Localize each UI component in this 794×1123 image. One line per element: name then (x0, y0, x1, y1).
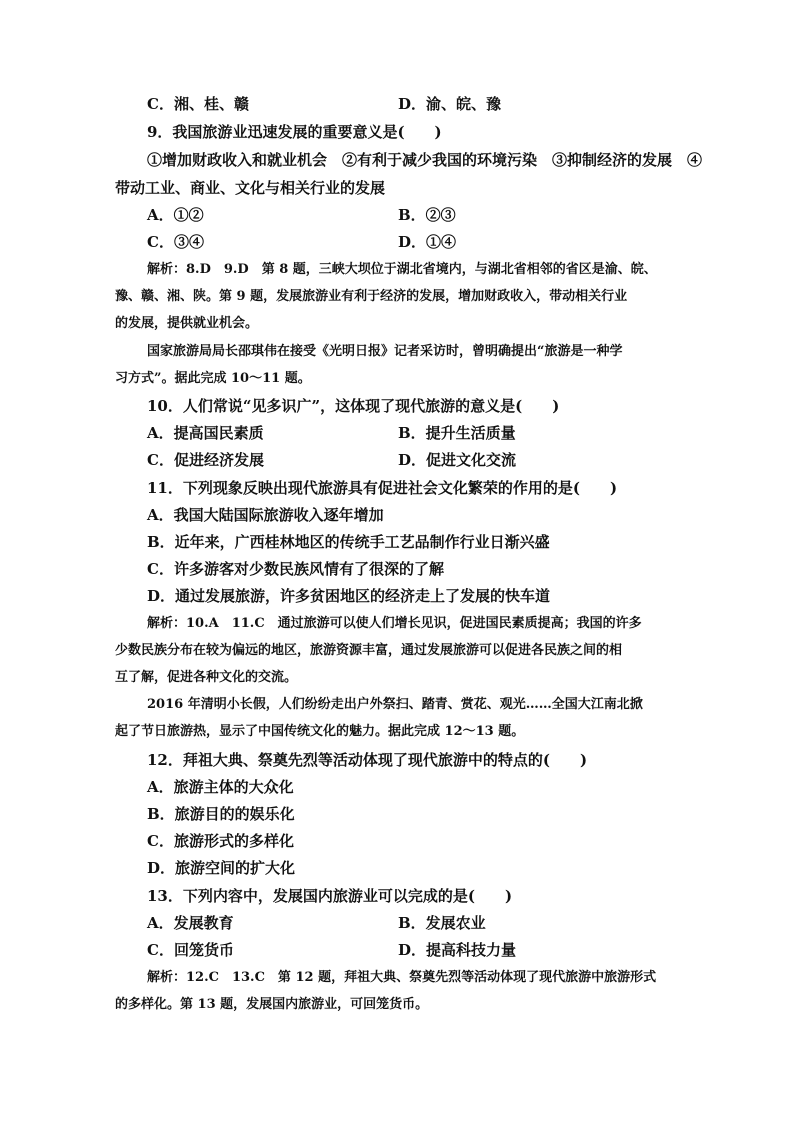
q11-option-c: C．许多游客对少数民族风情有了很深的了解 (147, 560, 444, 578)
intro-12-13-line1: 2016 年清明小长假，人们纷纷走出户外祭扫、踏青、赏花、观光……全国大江南北掀 (147, 697, 643, 712)
q12-option-a: A．旅游主体的大众化 (147, 778, 294, 796)
q13-option-a: A．发展教育 (147, 914, 234, 932)
q11-option-b: B．近年来，广西桂林地区的传统手工艺品制作行业日渐兴盛 (147, 533, 550, 551)
q9-option-a: A．①② (147, 206, 204, 224)
explanation-10-11-line1: 解析：10.A 11.C 通过旅游可以使人们增长见识，促进国民素质提高；我国的许多 (147, 616, 642, 631)
intro-12-13-line2: 起了节日旅游热，显示了中国传统文化的魅力。据此完成 12～13 题。 (115, 724, 525, 739)
q10-option-c: C．促进经济发展 (147, 451, 264, 469)
explanation-8-9-line1: 解析：8.D 9.D 第 8 题，三峡大坝位于湖北省境内，与湖北省相邻的省区是渝、皖、 (147, 262, 657, 277)
q12-option-b: B．旅游目的的娱乐化 (147, 805, 295, 823)
intro-10-11-line2: 习方式”。据此完成 10～11 题。 (115, 371, 311, 386)
q9-items-line2: 带动工业、商业、文化与相关行业的发展 (115, 179, 386, 197)
q10-option-d: D．促进文化交流 (398, 451, 517, 469)
q9-items-line1: ①增加财政收入和就业机会 ②有利于减少我国的环境污染 ③抑制经济的发展 ④ (147, 151, 703, 169)
explanation-10-11-line3: 互了解，促进各种文化的交流。 (115, 670, 298, 685)
explanation-8-9-line3: 的发展，提供就业机会。 (115, 316, 259, 331)
explanation-12-13-line1: 解析：12.C 13.C 第 12 题，拜祖大典、祭奠先烈等活动体现了现代旅游中旅游形式 (147, 970, 657, 985)
q11-option-a: A．我国大陆国际旅游收入逐年增加 (147, 506, 384, 524)
q11-option-d: D．通过发展旅游，许多贫困地区的经济走上了发展的快车道 (147, 587, 551, 605)
explanation-8-9-line2: 豫、赣、湘、陕。第 9 题，发展旅游业有利于经济的发展，增加财政收入，带动相关行业 (115, 289, 628, 304)
q12-option-c: C．旅游形式的多样化 (147, 832, 294, 850)
q12-stem: 12．拜祖大典、祭奠先烈等活动体现了现代旅游中的特点的( ) (147, 751, 588, 769)
q13-option-b: B．发展农业 (398, 914, 486, 932)
q9-option-c: C．③④ (147, 233, 204, 251)
q10-option-a: A．提高国民素质 (147, 424, 264, 442)
q10-option-b: B．提升生活质量 (398, 424, 516, 442)
explanation-12-13-line2: 的多样化。第 13 题，发展国内旅游业，可回笼货币。 (115, 997, 429, 1012)
q8-option-c: C．湘、桂、赣 (147, 95, 249, 113)
q13-stem: 13．下列内容中，发展国内旅游业可以完成的是( ) (147, 887, 513, 905)
q9-stem: 9．我国旅游业迅速发展的重要意义是( ) (147, 123, 442, 141)
q10-stem: 10．人们常说“见多识广”，这体现了现代旅游的意义是( ) (147, 397, 560, 415)
q9-option-b: B．②③ (398, 206, 456, 224)
q13-option-d: D．提高科技力量 (398, 941, 517, 959)
q11-stem: 11．下列现象反映出现代旅游具有促进社会文化繁荣的作用的是( ) (147, 479, 618, 497)
intro-10-11-line1: 国家旅游局局长邵琪伟在接受《光明日报》记者采访时，曾明确提出“旅游是一种学 (147, 344, 623, 359)
explanation-10-11-line2: 少数民族分布在较为偏远的地区，旅游资源丰富，通过发展旅游可以促进各民族之间的相 (115, 643, 623, 658)
q12-option-d: D．旅游空间的扩大化 (147, 859, 296, 877)
q13-option-c: C．回笼货币 (147, 941, 234, 959)
q9-option-d: D．①④ (398, 233, 457, 251)
q8-option-d: D．渝、皖、豫 (398, 95, 502, 113)
